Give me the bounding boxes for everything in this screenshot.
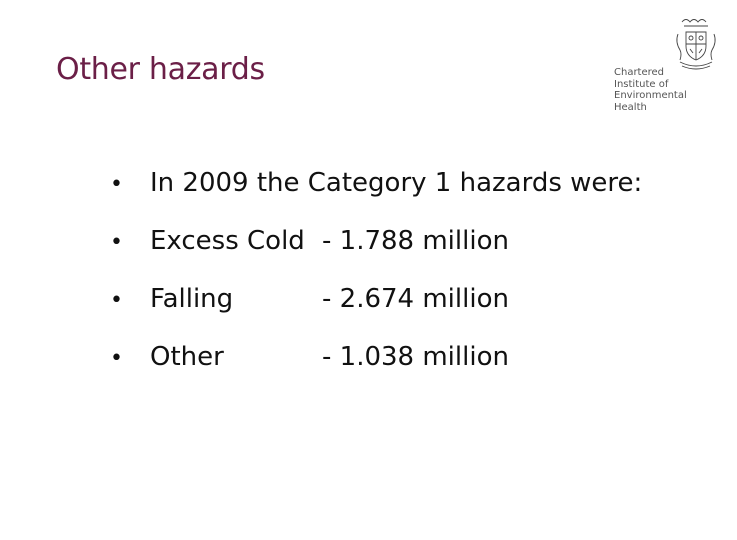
cieh-logo [612,16,722,120]
hazard-value: - 1.788 million [322,226,509,256]
bullet-list [110,168,642,400]
bullet-icon: • [110,230,123,255]
coat-of-arms-crest-icon [674,16,718,72]
bullet-text: In 2009 the Category 1 hazards were: [150,168,643,198]
bullet-icon: • [110,288,123,313]
logo-text-line: Institute of [614,78,669,90]
bullet-item [110,342,642,400]
hazard-label: Falling [150,284,234,314]
bullet-item [110,284,642,342]
bullet-item [110,168,642,226]
logo-text [614,67,687,113]
bullet-icon: • [110,172,123,197]
bullet-icon: • [110,346,123,371]
hazard-value: - 2.674 million [322,284,509,314]
slide-title: Other hazards [56,52,265,87]
hazard-label: Excess Cold [150,226,305,256]
logo-text-line: Health [614,101,647,113]
hazard-value: - 1.038 million [322,342,509,372]
logo-text-line: Environmental [614,90,687,101]
bullet-item [110,226,642,284]
hazard-label: Other [150,342,224,372]
logo-text-line: Chartered [614,67,665,78]
